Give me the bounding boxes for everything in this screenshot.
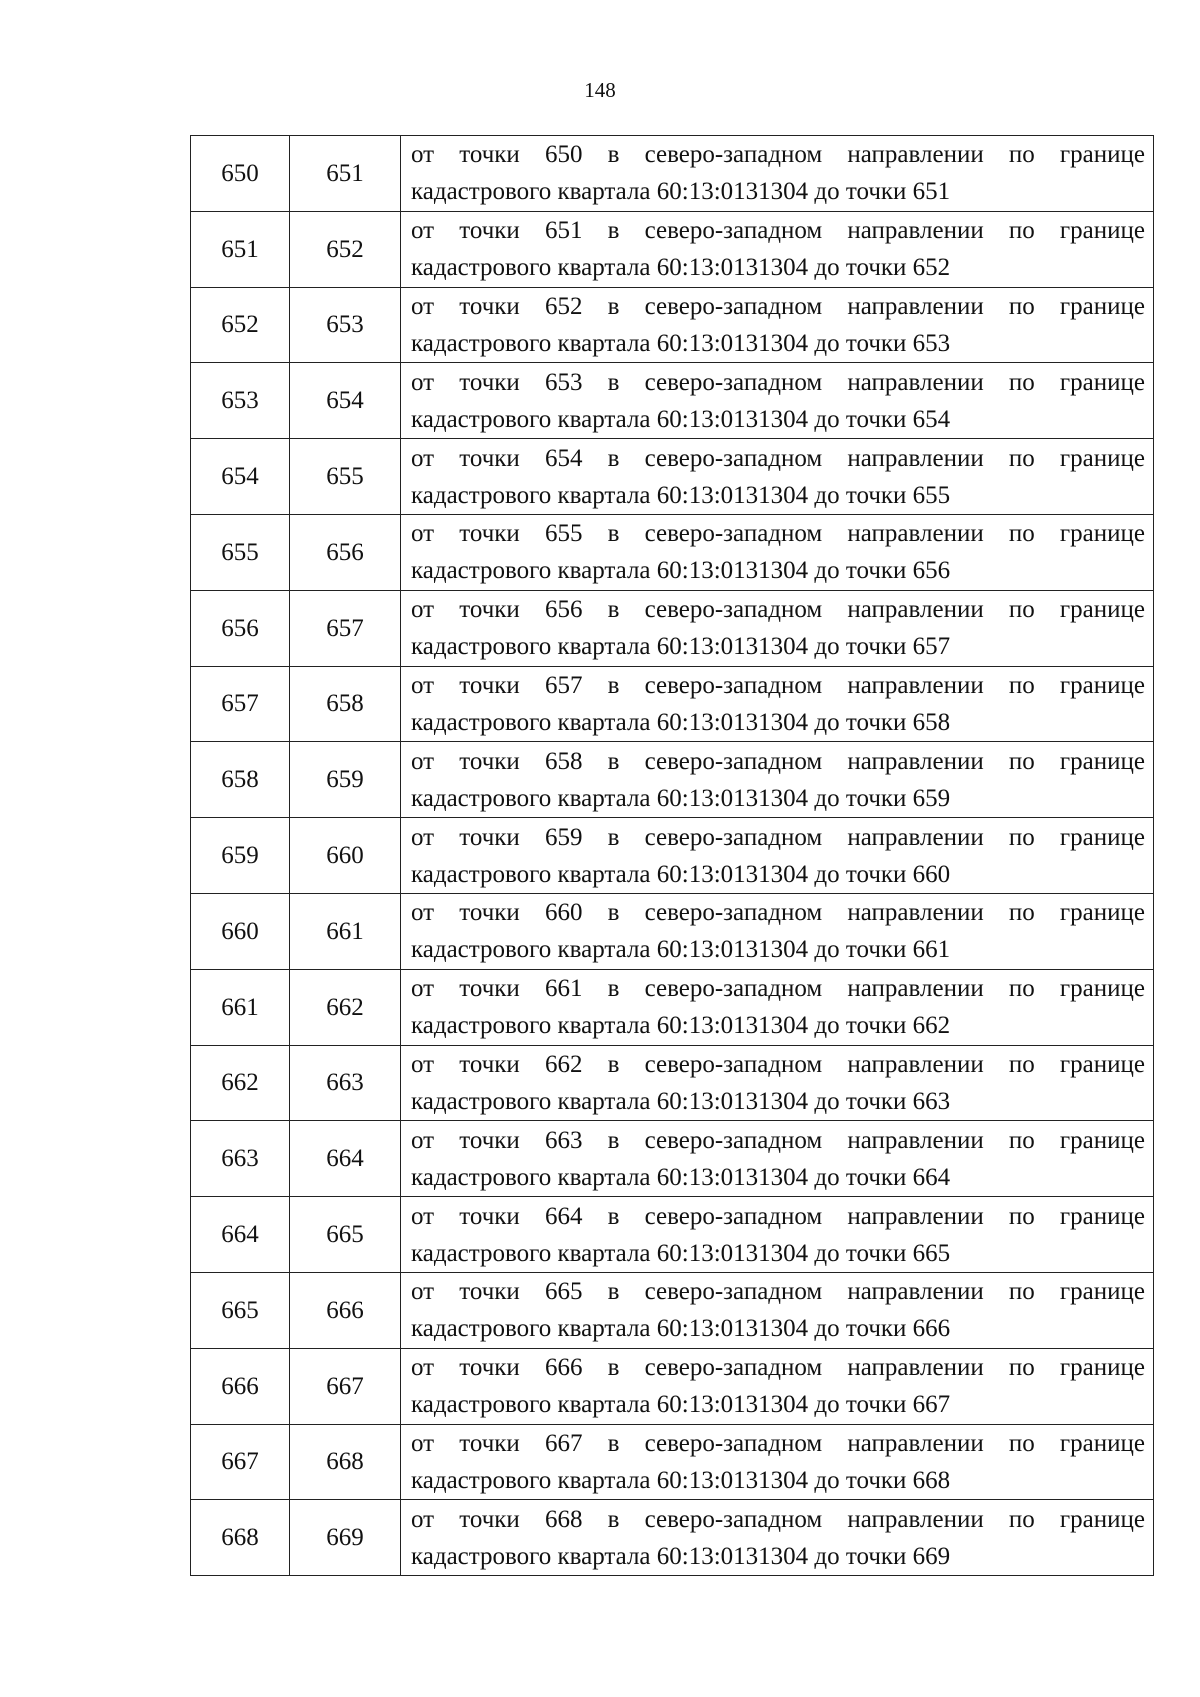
description-line-2: кадастрового квартала 60:13:0131304 до точки 654 <box>411 405 951 433</box>
description-cell <box>401 893 1154 969</box>
description-line-2: кадастрового квартала 60:13:0131304 до точки 655 <box>411 481 951 509</box>
table-row <box>191 969 1154 1045</box>
table-row <box>191 514 1154 590</box>
description-line-1: от точки 654 в северо-западном направлении по границе <box>411 444 1145 472</box>
to-point-cell: 654 <box>290 363 401 439</box>
from-point-cell: 653 <box>191 363 290 439</box>
description-cell <box>401 363 1154 439</box>
description-line-1: от точки 657 в северо-западном направлении по границе <box>411 671 1145 699</box>
table-row <box>191 818 1154 894</box>
to-point-cell: 659 <box>290 742 401 818</box>
description-cell <box>401 287 1154 363</box>
to-point-cell: 669 <box>290 1500 401 1576</box>
from-point-cell: 658 <box>191 742 290 818</box>
from-point-cell: 660 <box>191 893 290 969</box>
table-row <box>191 1045 1154 1121</box>
table-row <box>191 287 1154 363</box>
to-point-cell: 661 <box>290 893 401 969</box>
description-line-1: от точки 664 в северо-западном направлении по границе <box>411 1202 1145 1230</box>
description-line-1: от точки 656 в северо-западном направлении по границе <box>411 596 1145 624</box>
description-cell <box>401 1272 1154 1348</box>
description-line-2: кадастрового квартала 60:13:0131304 до точки 667 <box>411 1391 951 1419</box>
table-row <box>191 742 1154 818</box>
to-point-cell: 662 <box>290 969 401 1045</box>
description-cell <box>401 211 1154 287</box>
from-point-cell: 662 <box>191 1045 290 1121</box>
from-point-cell: 656 <box>191 590 290 666</box>
to-point-cell: 652 <box>290 211 401 287</box>
description-cell <box>401 666 1154 742</box>
from-point-cell: 664 <box>191 1197 290 1273</box>
description-line-1: от точки 663 в северо-западном направлении по границе <box>411 1126 1145 1154</box>
description-line-2: кадастрового квартала 60:13:0131304 до точки 664 <box>411 1163 951 1191</box>
table-row <box>191 136 1154 212</box>
description-cell <box>401 969 1154 1045</box>
description-line-1: от точки 652 в северо-западном направлении по границе <box>411 292 1145 320</box>
description-line-1: от точки 668 в северо-западном направлении по границе <box>411 1505 1145 1533</box>
table-row <box>191 1424 1154 1500</box>
description-cell <box>401 1348 1154 1424</box>
description-line-2: кадастрового квартала 60:13:0131304 до точки 669 <box>411 1542 951 1570</box>
description-line-2: кадастрового квартала 60:13:0131304 до точки 659 <box>411 784 951 812</box>
to-point-cell: 651 <box>290 136 401 212</box>
description-line-1: от точки 659 в северо-западном направлении по границе <box>411 823 1145 851</box>
description-line-2: кадастрового квартала 60:13:0131304 до точки 663 <box>411 1087 951 1115</box>
description-line-2: кадастрового квартала 60:13:0131304 до точки 666 <box>411 1315 951 1343</box>
to-point-cell: 655 <box>290 439 401 515</box>
description-line-2: кадастрового квартала 60:13:0131304 до точки 661 <box>411 936 951 964</box>
from-point-cell: 655 <box>191 514 290 590</box>
description-cell <box>401 818 1154 894</box>
description-line-2: кадастрового квартала 60:13:0131304 до точки 658 <box>411 708 951 736</box>
from-point-cell: 667 <box>191 1424 290 1500</box>
table-row <box>191 1348 1154 1424</box>
to-point-cell: 658 <box>290 666 401 742</box>
to-point-cell: 668 <box>290 1424 401 1500</box>
from-point-cell: 657 <box>191 666 290 742</box>
description-line-2: кадастрового квартала 60:13:0131304 до точки 662 <box>411 1012 951 1040</box>
to-point-cell: 664 <box>290 1121 401 1197</box>
description-line-2: кадастрового квартала 60:13:0131304 до точки 652 <box>411 254 951 282</box>
from-point-cell: 668 <box>191 1500 290 1576</box>
description-line-1: от точки 665 в северо-западном направлении по границе <box>411 1278 1145 1306</box>
description-line-1: от точки 651 в северо-западном направлении по границе <box>411 217 1145 245</box>
table-row <box>191 666 1154 742</box>
description-cell <box>401 1197 1154 1273</box>
description-cell <box>401 439 1154 515</box>
table-row <box>191 439 1154 515</box>
description-line-2: кадастрового квартала 60:13:0131304 до точки 656 <box>411 557 951 585</box>
page-number: 148 <box>584 78 616 102</box>
description-cell <box>401 742 1154 818</box>
description-line-1: от точки 653 в северо-западном направлении по границе <box>411 368 1145 396</box>
description-line-1: от точки 655 в северо-западном направлении по границе <box>411 520 1145 548</box>
table-row <box>191 893 1154 969</box>
description-line-2: кадастрового квартала 60:13:0131304 до точки 657 <box>411 633 951 661</box>
from-point-cell: 651 <box>191 211 290 287</box>
table-row <box>191 1500 1154 1576</box>
description-line-2: кадастрового квартала 60:13:0131304 до точки 651 <box>411 178 951 206</box>
description-line-2: кадастрового квартала 60:13:0131304 до точки 653 <box>411 329 951 357</box>
description-line-1: от точки 666 в северо-западном направлении по границе <box>411 1354 1145 1382</box>
from-point-cell: 661 <box>191 969 290 1045</box>
description-cell <box>401 1500 1154 1576</box>
description-cell <box>401 514 1154 590</box>
table-row <box>191 1197 1154 1273</box>
description-line-1: от точки 650 в северо-западном направлении по границе <box>411 141 1145 169</box>
to-point-cell: 667 <box>290 1348 401 1424</box>
from-point-cell: 652 <box>191 287 290 363</box>
description-cell <box>401 1121 1154 1197</box>
table-row <box>191 211 1154 287</box>
description-line-2: кадастрового квартала 60:13:0131304 до точки 660 <box>411 860 951 888</box>
description-line-1: от точки 660 в северо-западном направлении по границе <box>411 899 1145 927</box>
description-line-1: от точки 662 в северо-западном направлении по границе <box>411 1050 1145 1078</box>
description-cell <box>401 136 1154 212</box>
description-line-1: от точки 667 в северо-западном направлении по границе <box>411 1429 1145 1457</box>
boundary-table <box>190 135 1154 1576</box>
description-line-2: кадастрового квартала 60:13:0131304 до точки 668 <box>411 1466 951 1494</box>
table-row <box>191 1121 1154 1197</box>
to-point-cell: 653 <box>290 287 401 363</box>
from-point-cell: 666 <box>191 1348 290 1424</box>
from-point-cell: 659 <box>191 818 290 894</box>
description-cell <box>401 1045 1154 1121</box>
to-point-cell: 656 <box>290 514 401 590</box>
to-point-cell: 663 <box>290 1045 401 1121</box>
table-body <box>191 136 1154 1576</box>
description-line-1: от точки 658 в северо-западном направлении по границе <box>411 747 1145 775</box>
from-point-cell: 665 <box>191 1272 290 1348</box>
to-point-cell: 660 <box>290 818 401 894</box>
to-point-cell: 666 <box>290 1272 401 1348</box>
table-row <box>191 363 1154 439</box>
table-row <box>191 590 1154 666</box>
table-row <box>191 1272 1154 1348</box>
description-cell <box>401 590 1154 666</box>
from-point-cell: 650 <box>191 136 290 212</box>
to-point-cell: 665 <box>290 1197 401 1273</box>
description-cell <box>401 1424 1154 1500</box>
from-point-cell: 663 <box>191 1121 290 1197</box>
to-point-cell: 657 <box>290 590 401 666</box>
description-line-1: от точки 661 в северо-западном направлении по границе <box>411 975 1145 1003</box>
from-point-cell: 654 <box>191 439 290 515</box>
description-line-2: кадастрового квартала 60:13:0131304 до точки 665 <box>411 1239 951 1267</box>
